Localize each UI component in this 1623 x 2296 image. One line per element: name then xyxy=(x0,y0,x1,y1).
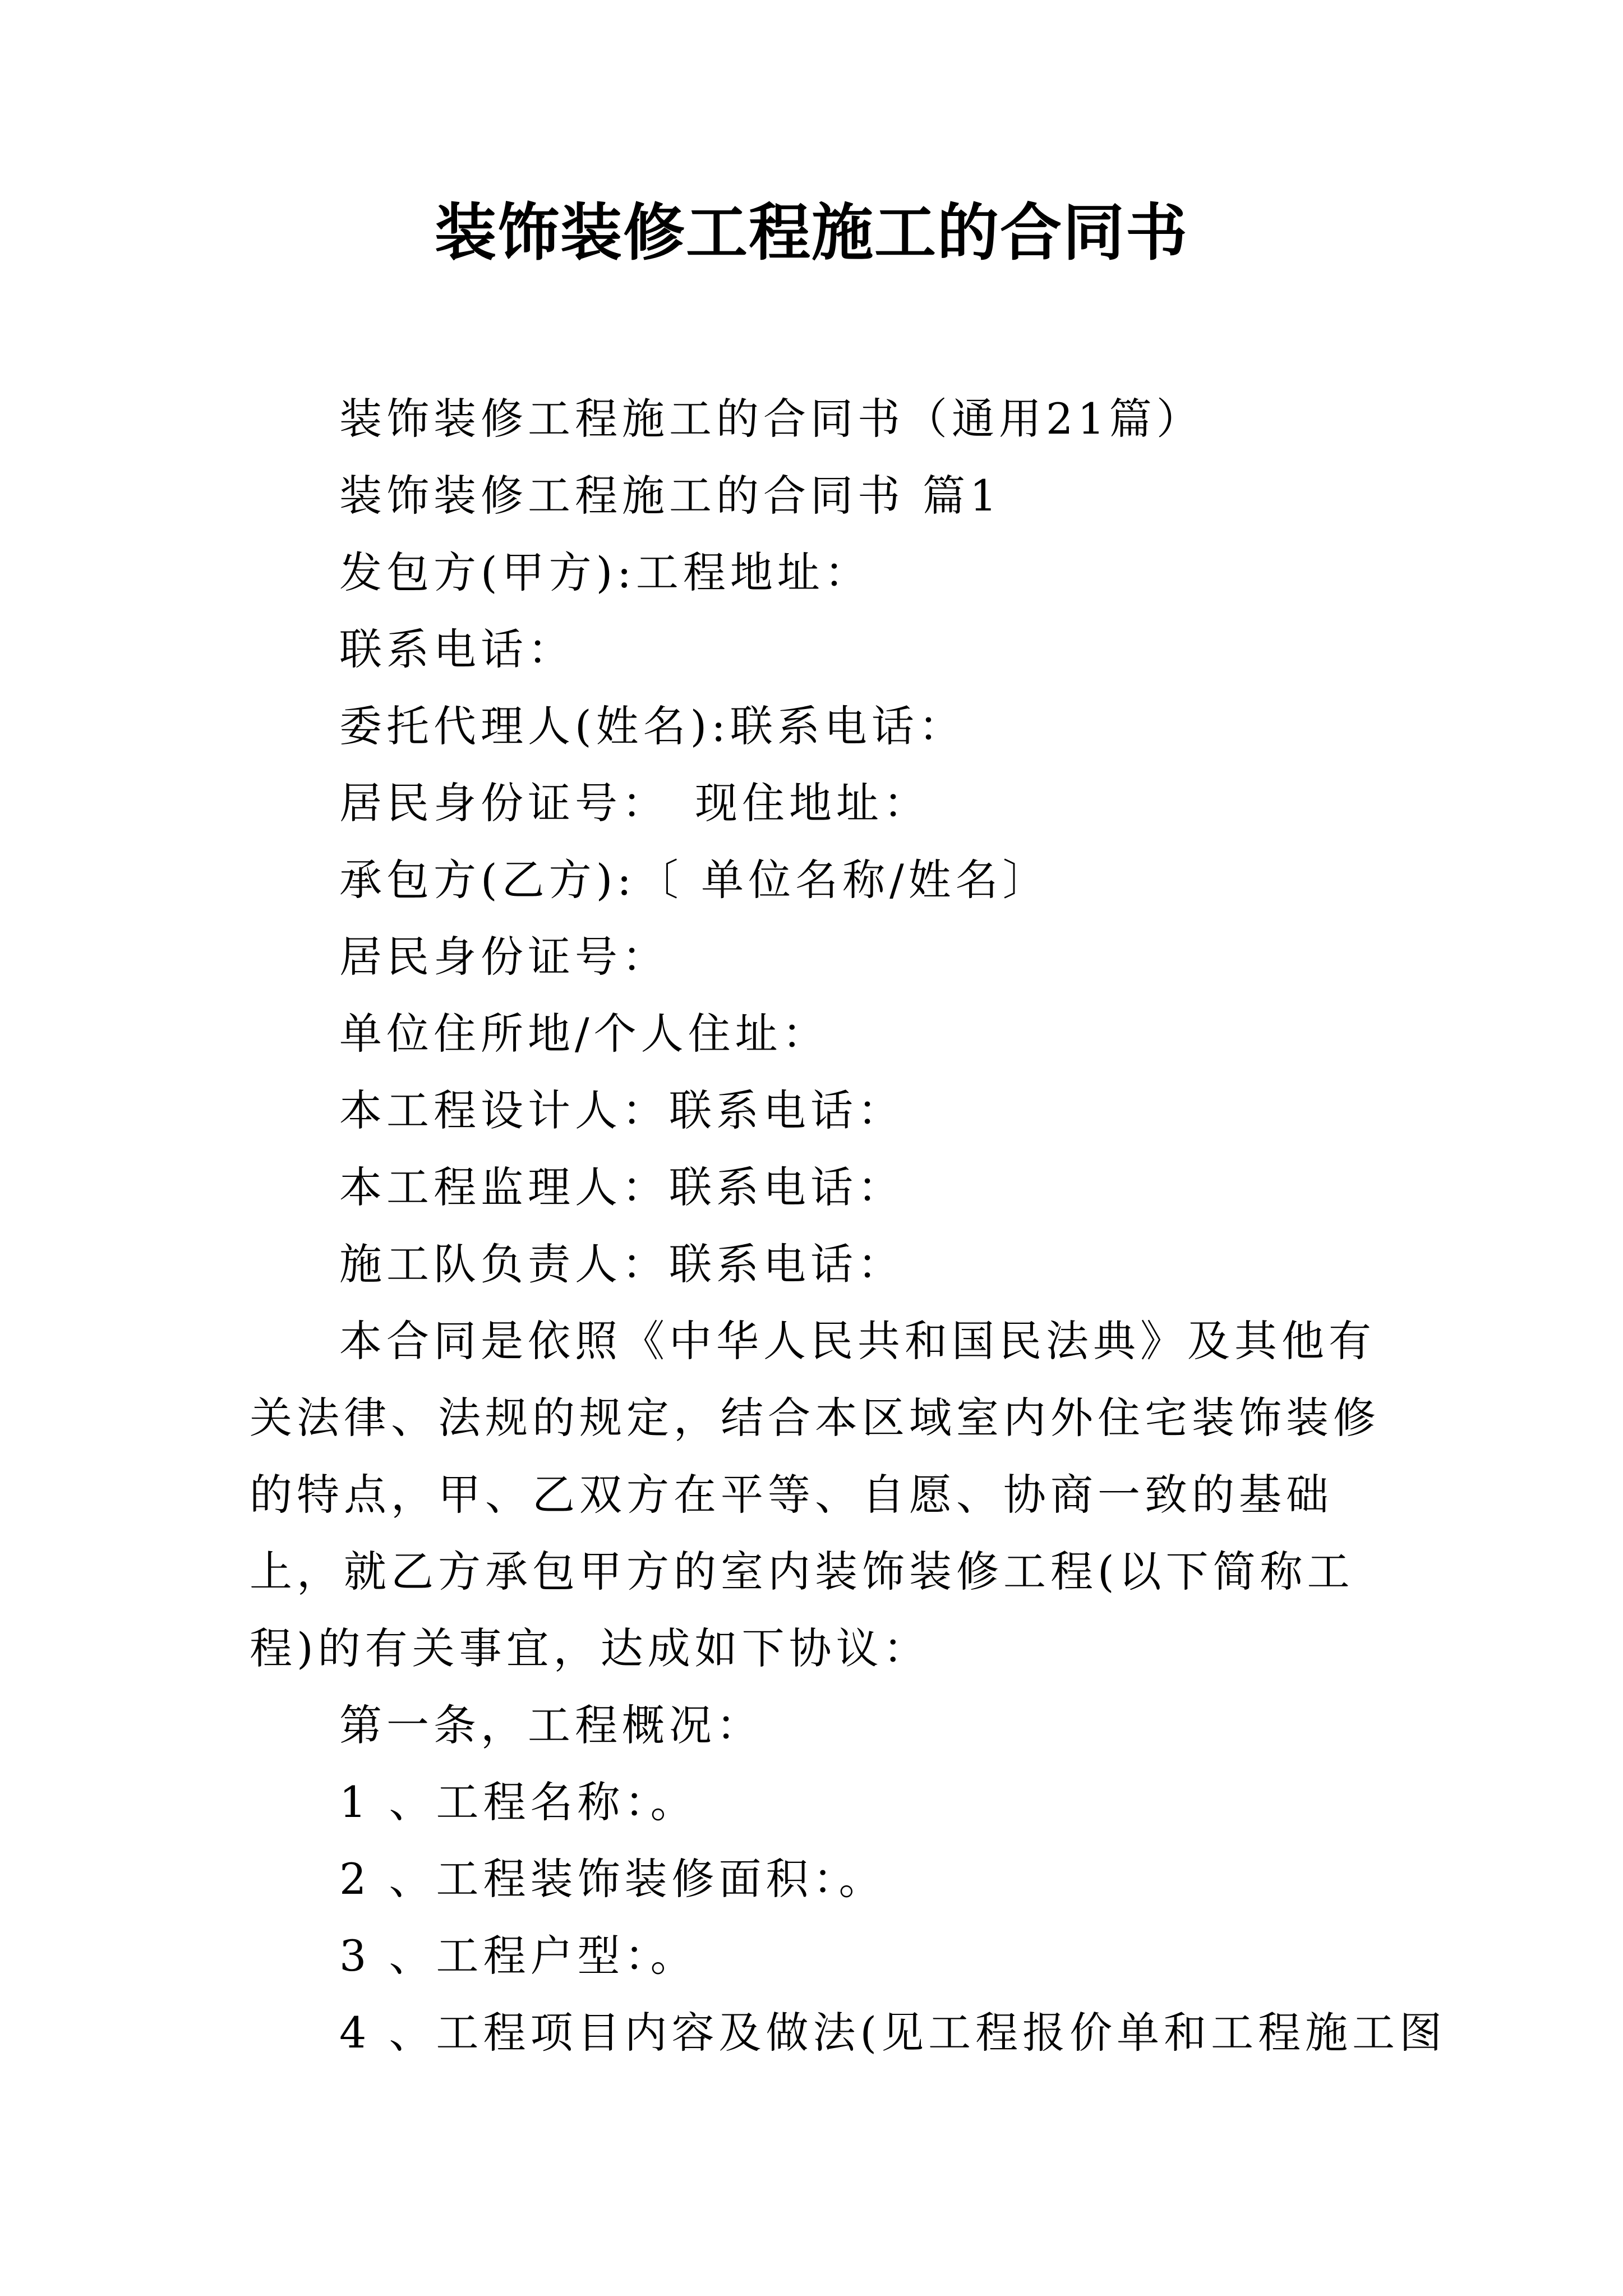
paragraph-team-lead: 施工队负责人：联系电话： xyxy=(339,1239,905,1289)
paragraph-item-1: 1 、工程名称：。 xyxy=(339,1777,698,1827)
paragraph-designer: 本工程设计人：联系电话： xyxy=(339,1085,905,1135)
paragraph-party-b-address: 单位住所地/个人住址： xyxy=(339,1009,829,1059)
paragraph-article-one: 第一条，工程概况： xyxy=(339,1700,763,1750)
paragraph-subtitle: 装饰装修工程施工的合同书（通用21篇） xyxy=(339,394,1204,444)
paragraph-party-a-phone: 联系电话： xyxy=(339,624,575,674)
paragraph-item-2: 2 、工程装饰装修面积：。 xyxy=(339,1854,886,1904)
paragraph-supervisor: 本工程监理人：联系电话： xyxy=(339,1162,905,1212)
paragraph-party-a: 发包方(甲方):工程地址： xyxy=(339,547,872,597)
paragraph-party-a-id: 居民身份证号： 现住地址： xyxy=(339,778,930,828)
paragraph-item-4: 4 、工程项目内容及做法(见工程报价单和工程施工图 xyxy=(339,2008,1447,2058)
document-title: 装饰装修工程施工的合同书 xyxy=(435,196,1188,269)
paragraph-agreement-intro: 本合同是依照《中华人民共和国民法典》及其他有关法律、法规的规定，结合本区域室内外住宅装饰装修的特点，甲、乙双方在平等、自愿、协商一致的基础上，就乙方承包甲方的室内装饰装修工程(以下简称工程)的有关事宜，达成如下协议： xyxy=(250,1316,1380,1673)
paragraph-item-3: 3 、工程户型：。 xyxy=(339,1931,698,1981)
paragraph-party-b: 承包方(乙方):〔 单位名称/姓名〕 xyxy=(339,855,1050,905)
paragraph-party-b-id: 居民身份证号： xyxy=(339,932,669,982)
paragraph-section-heading: 装饰装修工程施工的合同书 篇1 xyxy=(339,471,1002,521)
paragraph-agent: 委托代理人(姓名):联系电话： xyxy=(339,701,966,751)
document-body xyxy=(250,380,1447,2071)
